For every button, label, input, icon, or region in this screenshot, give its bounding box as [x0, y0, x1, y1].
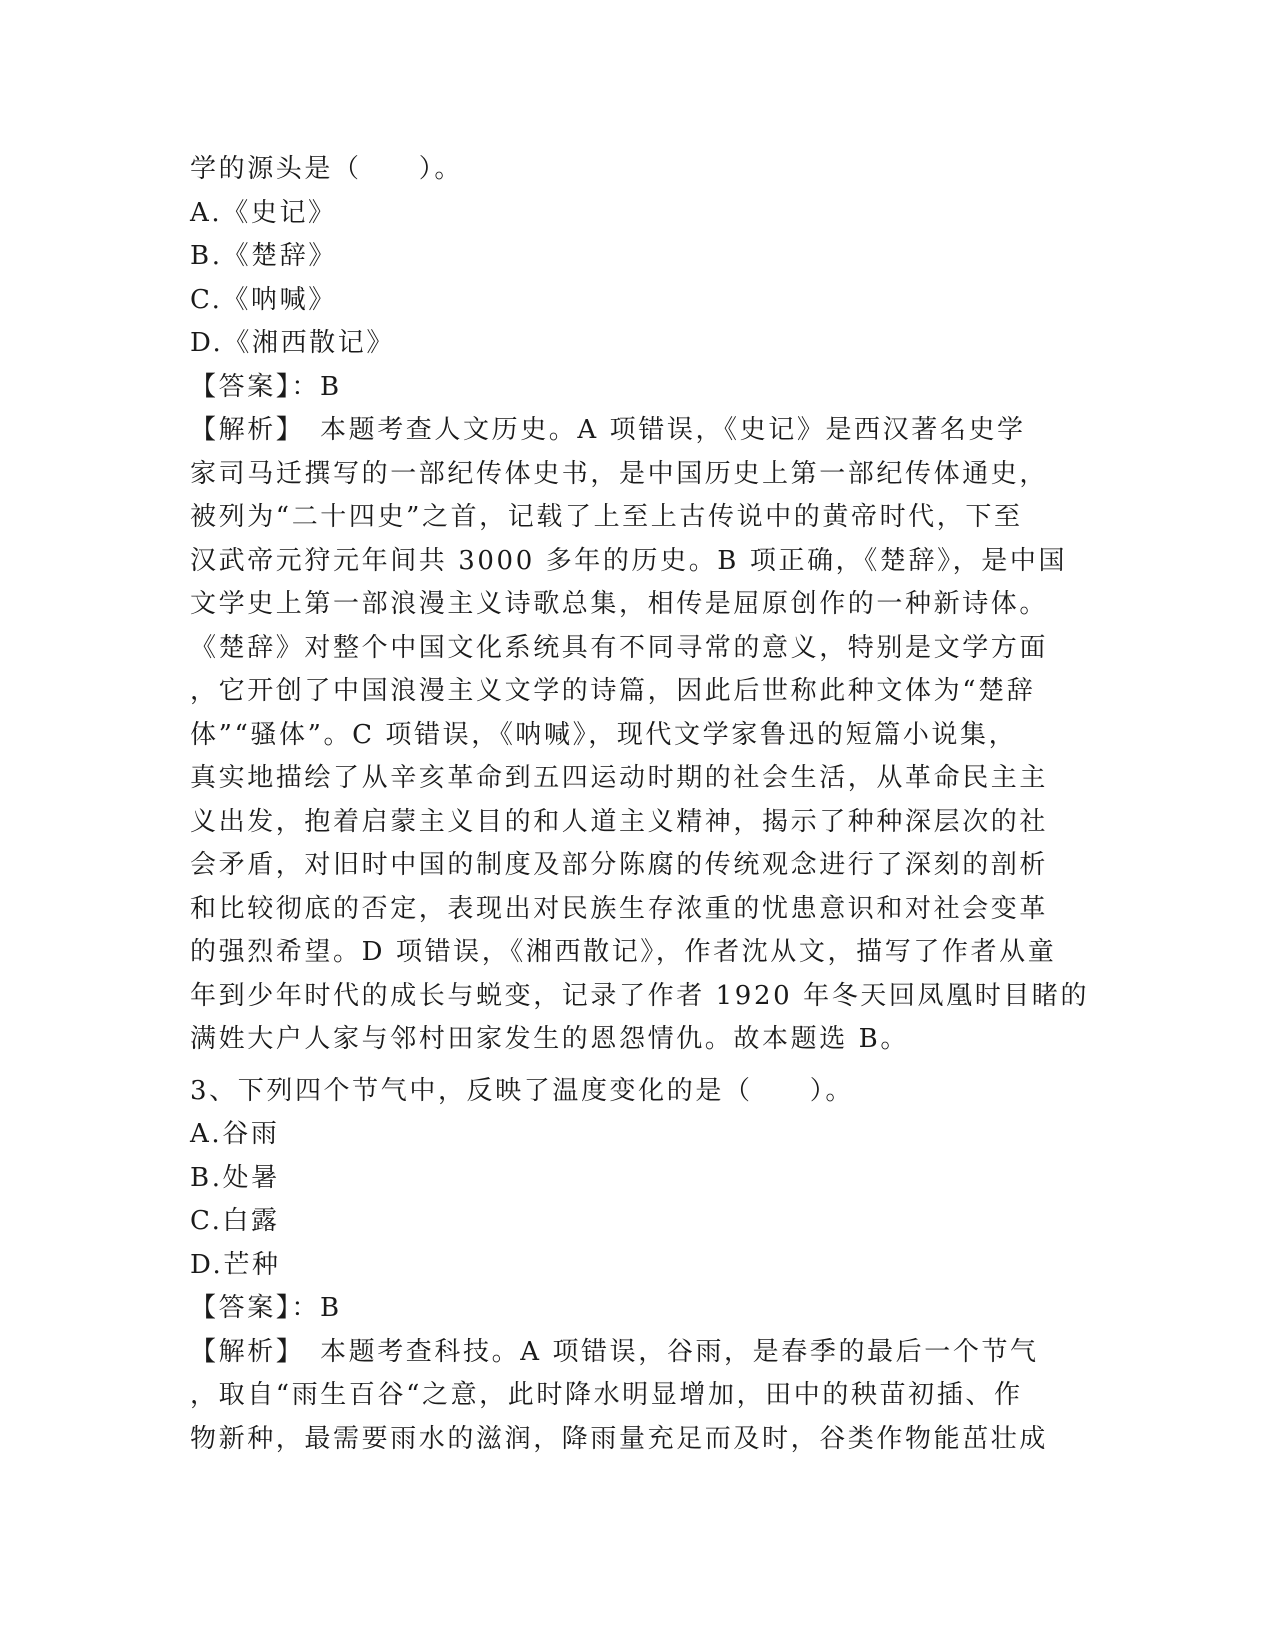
explanation-line: 真实地描绘了从辛亥革命到五四运动时期的社会生活，从革命民主主 — [190, 763, 1049, 793]
explanation-line: 《楚辞》对整个中国文化系统具有不同寻常的意义，特别是文学方面 — [190, 632, 1049, 663]
question-gap — [190, 1062, 1090, 1070]
explanation-line: 物新种，最需要雨水的滋润，降雨量充足而及时，谷类作物能茁壮成 — [190, 1423, 1049, 1454]
explanation-line: 的强烈希望。D 项错误，《湘西散记》，作者沈从文，描写了作者从童 — [190, 937, 1057, 967]
explanation-line: 被列为“二十四史”之首，记载了上至上古传说中的黄帝时代，下至 — [190, 502, 1023, 532]
explanation-line: 满姓大户人家与邻村田家发生的恩怨情仇。故本题选 B。 — [190, 1024, 909, 1054]
q2-option-c: C.《呐喊》 — [190, 284, 337, 315]
q3-answer: 【答案】：B — [190, 1293, 342, 1323]
q3-option-d: D.芒种 — [190, 1249, 281, 1280]
q3-option-a: A.谷雨 — [190, 1119, 280, 1149]
q2-option-d: D.《湘西散记》 — [190, 328, 395, 358]
q3-option-b: B.处暑 — [190, 1162, 280, 1193]
question-2-stem-tail: 学的源头是（ ）。 — [190, 154, 464, 184]
explanation-line: 体”“骚体”。C 项错误，《呐喊》，现代文学家鲁迅的短篇小说集， — [190, 719, 1018, 750]
explanation-line: 义出发，抱着启蒙主义目的和人道主义精神，揭示了种种深层次的社 — [190, 806, 1049, 837]
explanation-line: 和比较彻底的否定，表现出对民族生存浓重的忧患意识和对社会变革 — [190, 893, 1049, 924]
explanation-line: 年到少年时代的成长与蜕变，记录了作者 1920 年冬天回凤凰时目睹的 — [190, 980, 1090, 1011]
explanation-line: ，取自“雨生百谷“之意，此时降水明显增加，田中的秧苗初插、作 — [190, 1380, 1023, 1410]
explanation-line: 【解析】 本题考查人文历史。A 项错误，《史记》是西汉著名史学 — [190, 415, 1026, 445]
q2-option-b: B.《楚辞》 — [190, 241, 337, 271]
q2-answer: 【答案】：B — [190, 371, 342, 402]
explanation-line: 会矛盾，对旧时中国的制度及部分陈腐的传统观念进行了深刻的剖析 — [190, 850, 1049, 880]
question-3-stem: 3、下列四个节气中，反映了温度变化的是（ ）。 — [190, 1075, 854, 1106]
q3-explanation — [190, 1331, 1090, 1462]
explanation-line: 汉武帝元狩元年间共 3000 多年的历史。B 项正确，《楚辞》，是中国 — [190, 545, 1068, 576]
explanation-line: 家司马迁撰写的一部纪传体史书，是中国历史上第一部纪传体通史， — [190, 458, 1049, 489]
explanation-line: 【解析】 本题考查科技。A 项错误，谷雨，是春季的最后一个节气 — [190, 1336, 1039, 1367]
q2-explanation — [190, 409, 1090, 1062]
explanation-line: ，它开创了中国浪漫主义文学的诗篇，因此后世称此种文体为“楚辞 — [190, 676, 1036, 706]
q2-option-a: A.《史记》 — [190, 197, 337, 228]
q3-option-c: C.白露 — [190, 1206, 280, 1236]
explanation-line: 文学史上第一部浪漫主义诗歌总集，相传是屈原创作的一种新诗体。 — [190, 589, 1049, 619]
document-page — [190, 148, 1090, 1461]
